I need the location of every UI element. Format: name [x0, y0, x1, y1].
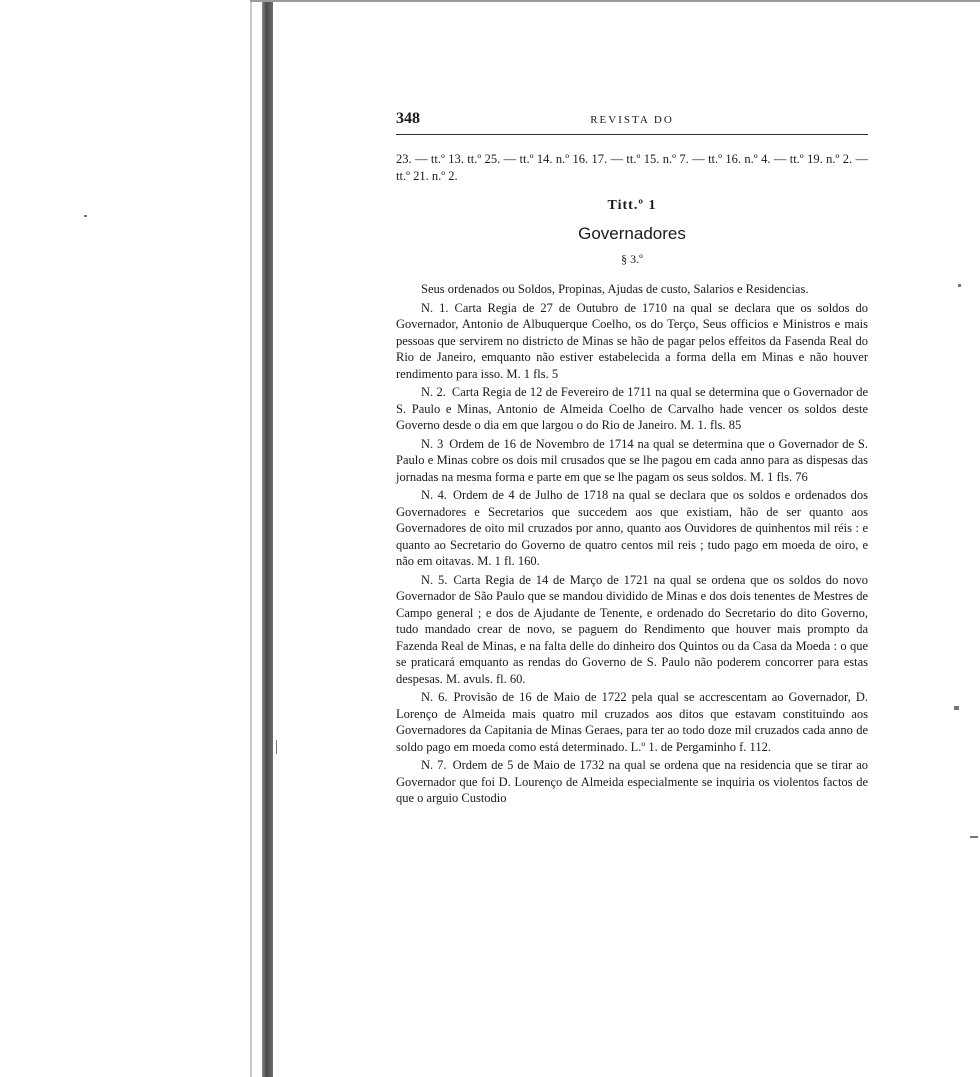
scan-speck: [970, 836, 978, 838]
continuation-text: 23. — tt.º 13. tt.º 25. — tt.º 14. n.º 16. 17. — tt.º 15. n.º 7. — tt.º 16. n.º 4. — tt.º 19. n.º 2. — tt.º 21. n.º 2.: [396, 152, 868, 183]
scan-binding-shadow: [262, 0, 273, 1077]
entry-text: Carta Regia de 27 de Outubro de 1710 na qual se declara que os soldos do Governador, Antonio de Albuquerque Coelho, os do Terço, Seus officios e Ministros e mais pessoas que servirem no districto de Minas se hão de pagar pelos effeitos da Fasenda Real do Rio de Janeiro, emquanto não estiver estabelecida a forma della em Minas e não houver rendimento para isso. M. 1 fls. 5: [396, 300, 868, 381]
scan-speck: [276, 740, 277, 754]
page-number: 348: [396, 110, 420, 127]
entry-paragraph: [396, 487, 868, 570]
entry-text: Carta Regia de 14 de Março de 1721 na qual se ordena que os soldos do novo Governador de São Paulo que se mandou dividido de Minas e dos dois tenentes de Mestres de Campo general ; e dos de Ajudante de Tenente, e ordenado do Secretario do dito Governo, tudo mandado crear de novo, se paguem do Rendimento que houver mais prompto da Fazenda Real de Minas, e na falta delle do dinheiro dos Quintos ou da Casa da Moeda : o que se praticará emquanto as rendas do Governo de S. Paulo não poderem concorrer para estas despesas. M. avuls. fl. 60.: [396, 572, 868, 686]
title-number: Titt.º 1: [607, 198, 657, 213]
entry-number: N. 1.: [421, 300, 449, 315]
paragraph-number: § 3.º: [621, 252, 643, 266]
entry-number: N. 6.: [421, 690, 448, 704]
entry-text: Ordem de 5 de Maio de 1732 na qual se ordena que na residencia que se tirar ao Governador que foi D. Lourenço de Almeida especialmente se inquiria os violentos factos de que o arguio Custodio: [396, 758, 869, 805]
scan-gutter-edge: [250, 0, 252, 1077]
entry-text: Provisão de 16 de Maio de 1722 pela qual se accrescentam ao Governador, D. Lorenço de Almeida mais quatro mil cruzados aos ditos que estavam constituindo aos Governadores da Capitania de Minas Geraes, para ter ao todo doze mil cruzados cada anno de soldo pago em moeda como está determinado. L.º 1. de Pergaminho f. 112.: [396, 690, 868, 754]
scan-speck: [954, 706, 959, 710]
entry-number: N. 5.: [421, 572, 448, 587]
entry-number: N. 7.: [421, 758, 447, 772]
entry-number: N. 3: [421, 436, 444, 451]
entry-paragraph: [396, 300, 868, 383]
entry-paragraph: [396, 436, 868, 486]
entry-number: N. 2.: [421, 385, 446, 399]
entry-number: N. 4.: [421, 488, 447, 502]
running-title: REVISTA DO: [590, 114, 674, 126]
section-title: Governadores: [578, 224, 686, 243]
scan-speck: [958, 284, 961, 287]
entry-text: Carta Regia de 12 de Fevereiro de 1711 na qual se determina que o Governador de S. Paulo e Minas, Antonio de Almeida Coelho de Carvalho hade vencer os soldos deste Governo desde o dia em que largou o do Rio de Janeiro. M. 1. fls. 85: [396, 385, 868, 432]
entry-text: Ordem de 16 de Novembro de 1714 na qual se determina que o Governador de S. Paulo e Minas cobre os dois mil crusados que se lhe pagou em cada anno para as dispesas das jornadas na mesma forma e parte em que se lhe pagam os seus soldos. M. 1 fls. 76: [396, 436, 868, 484]
book-page: [396, 108, 868, 807]
entry-paragraph: [396, 757, 868, 807]
entry-paragraph: [396, 689, 868, 755]
entry-paragraph: [396, 384, 868, 434]
entry-paragraph: [396, 572, 868, 688]
intro-paragraph: Seus ordenados ou Soldos, Propinas, Ajudas de custo, Salarios e Residencias.: [421, 282, 809, 296]
running-head: [396, 108, 868, 135]
scan-page-edge: [250, 0, 980, 2]
scan-speck: [84, 215, 87, 217]
entry-text: Ordem de 4 de Julho de 1718 na qual se declara que os soldos e ordenados dos Governadores e Secretarios que succedem aos que existiam, hão de ser quanto aos Governadores de oito mil cruzados por anno, quanto aos Ouvidores de quinhentos mil réis : e quanto ao Secretario do Governo de quatro centos mil reis ; tudo pago em moeda de oiro, e não em oitavas. M. 1 fl. 160.: [396, 488, 869, 568]
